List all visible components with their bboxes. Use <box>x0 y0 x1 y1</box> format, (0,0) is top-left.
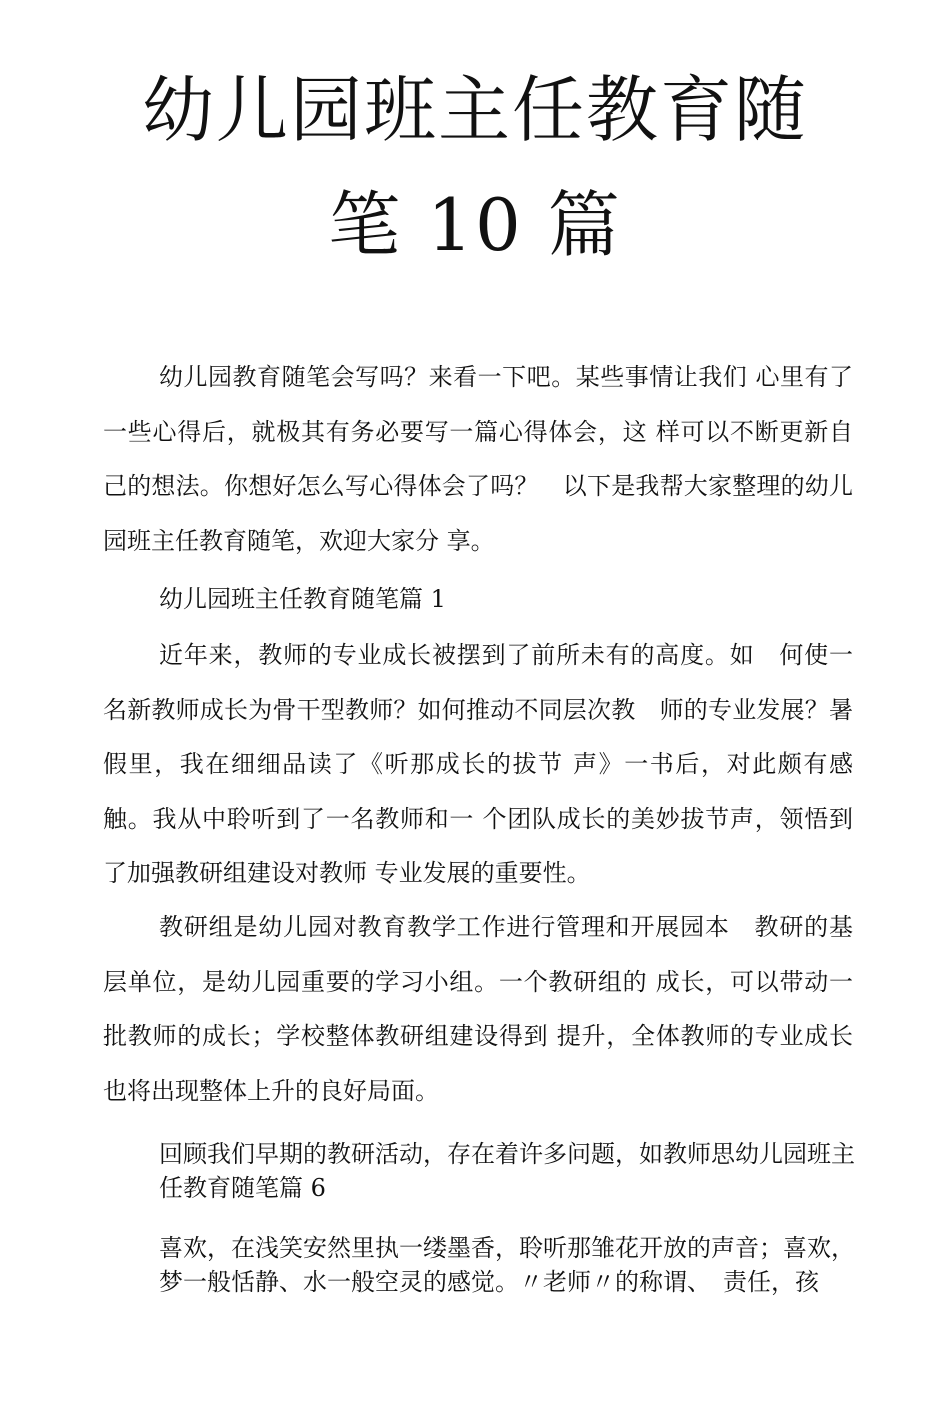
body-paragraph-2: 教研组是幼儿园对教育教学工作进行管理和开展园本 教研的基层单位，是幼儿园重要的学习小组。一个教研组的 成长，可以带动一批教师的成长；学校整体教研组建设得到 提升，全体教师的专业成长也将出现整体上升的良好局面。 <box>103 913 853 1105</box>
body-paragraph-3: 回顾我们早期的教研活动，存在着许多问题，如教师思幼儿园班主任教育随笔篇 6 <box>159 1140 855 1202</box>
intro-paragraph: 幼儿园教育随笔会写吗？来看一下吧。某些事情让我们 心里有了一些心得后，就极其有务必要写一篇心得体会，这 样可以不断更新自己的想法。你想好怎么写心得体会了吗？ 以下是我帮大家整理的幼儿园班主任教育随笔，欢迎大家分 享。 <box>103 363 853 555</box>
section-heading-1: 幼儿园班主任教育随笔篇 1 <box>159 585 446 613</box>
body-paragraph-4: 喜欢，在浅笑安然里执一缕墨香，聆听那雏花开放的声音；喜欢，梦一般恬静、水一般空灵的感觉。〃老师〃的称谓、 责任，孩 <box>159 1234 855 1296</box>
document-title-line-2: 笔 10 篇 <box>328 183 622 267</box>
document-title-line-1: 幼儿园班主任教育随 <box>141 68 808 152</box>
body-paragraph-1: 近年来，教师的专业成长被摆到了前所未有的高度。如 何使一名新教师成长为骨干型教师？如何推动不同层次教 师的专业发展？暑假里，我在细细品读了《听那成长的拔节 声》一书后，对此颇有感触。我从中聆听到了一名教师和一 个团队成长的美妙拔节声，领悟到了加强教研组建设对教师 专业发展的重要性。 <box>103 641 853 887</box>
